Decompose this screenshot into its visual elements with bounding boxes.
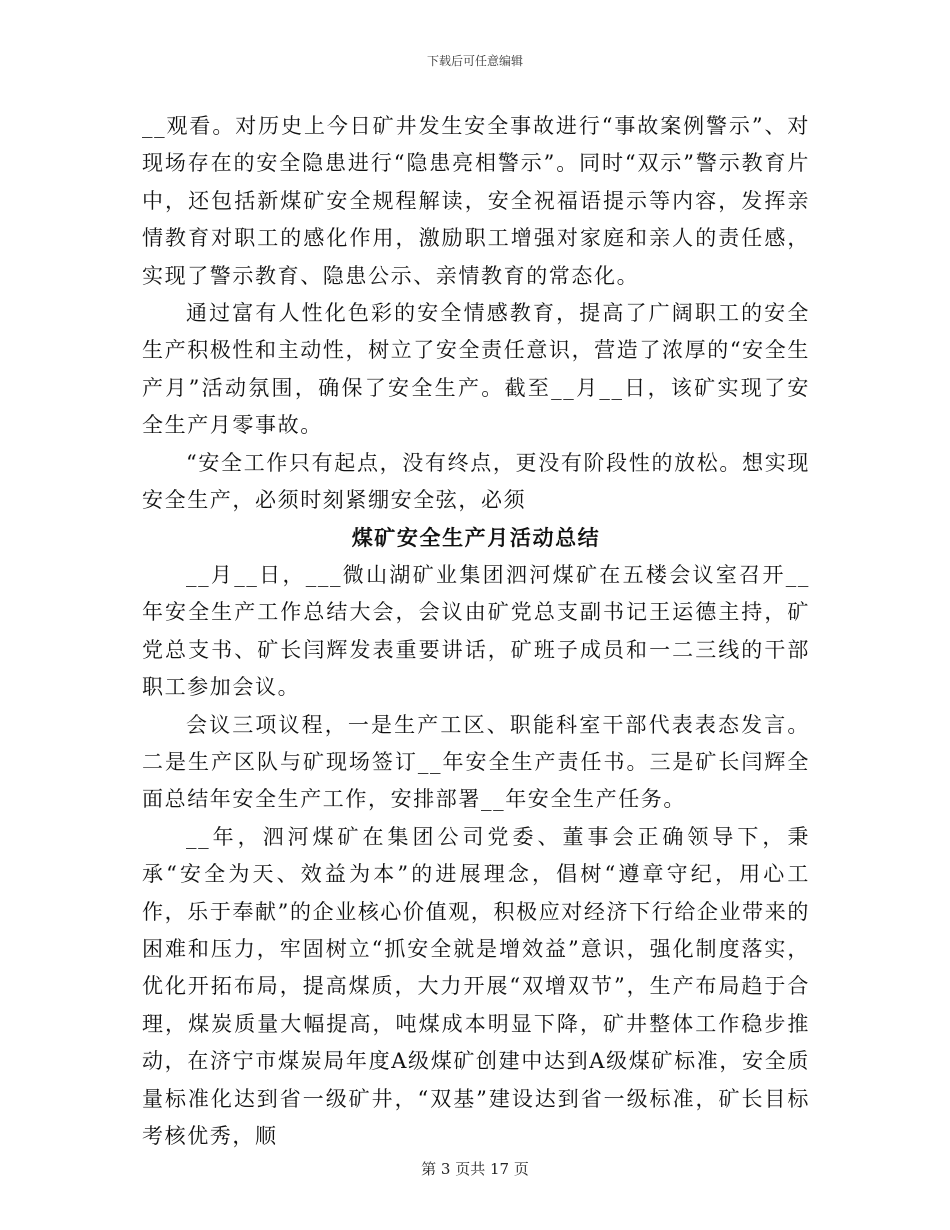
page-header: 下载后可任意编辑	[426, 54, 523, 68]
paragraph: __观看。对历史上今日矿井发生安全事故进行“事故案例警示”、对现场存在的安全隐患进行“隐患亮相警示”。同时“双示”警示教育片中，还包括新煤矿安全规程解读，安全祝福语提示等内容，发挥亲情教育对职工的感化作用，激励职工增强对家庭和亲人的责任感，实现了警示教育、隐患公示、亲情教育的常态化。	[142, 114, 810, 288]
paragraph: “安全工作只有起点，没有终点，更没有阶段性的放松。想实现安全生产，必须时刻紧绷安全弦，必须	[142, 450, 810, 513]
document-body	[142, 108, 810, 1155]
paragraph: 会议三项议程，一是生产工区、职能科室干部代表表态发言。二是生产区队与矿现场签订__年安全生产责任书。三是矿长闫辉全面总结年安全生产工作，安排部署__年安全生产任务。	[142, 712, 810, 812]
paragraph: 通过富有人性化色彩的安全情感教育，提高了广阔职工的安全生产积极性和主动性，树立了安全责任意识，营造了浓厚的“安全生产月”活动氛围，确保了安全生产。截至__月__日，该矿实现了安全生产月零事故。	[142, 301, 810, 438]
page-number: 第 3 页共 17 页	[421, 1160, 529, 1178]
paragraph: __年，泗河煤矿在集团公司党委、董事会正确领导下，秉承“安全为天、效益为本”的进展理念，倡树“遵章守纪，用心工作，乐于奉献”的企业核心价值观，积极应对经济下行给企业带来的困难和压力，牢固树立“抓安全就是增效益”意识，强化制度落实，优化开拓布局，提高煤质，大力开展“双增双节”，生产布局趋于合理，煤炭质量大幅提高，吨煤成本明显下降，矿井整体工作稳步推动，在济宁市煤炭局年度A级煤矿创建中达到A级煤矿标准，安全质量标准化达到省一级矿井，“双基”建设达到省一级标准，矿长目标考核优秀，顺	[142, 824, 810, 1148]
paragraph: __月__日，___微山湖矿业集团泗河煤矿在五楼会议室召开__年安全生产工作总结大会，会议由矿党总支副书记王运德主持，矿党总支书、矿长闫辉发表重要讲话，矿班子成员和一二三线的干部职工参加会议。	[142, 562, 810, 700]
section-title: 煤矿安全生产月活动总结	[351, 525, 601, 551]
